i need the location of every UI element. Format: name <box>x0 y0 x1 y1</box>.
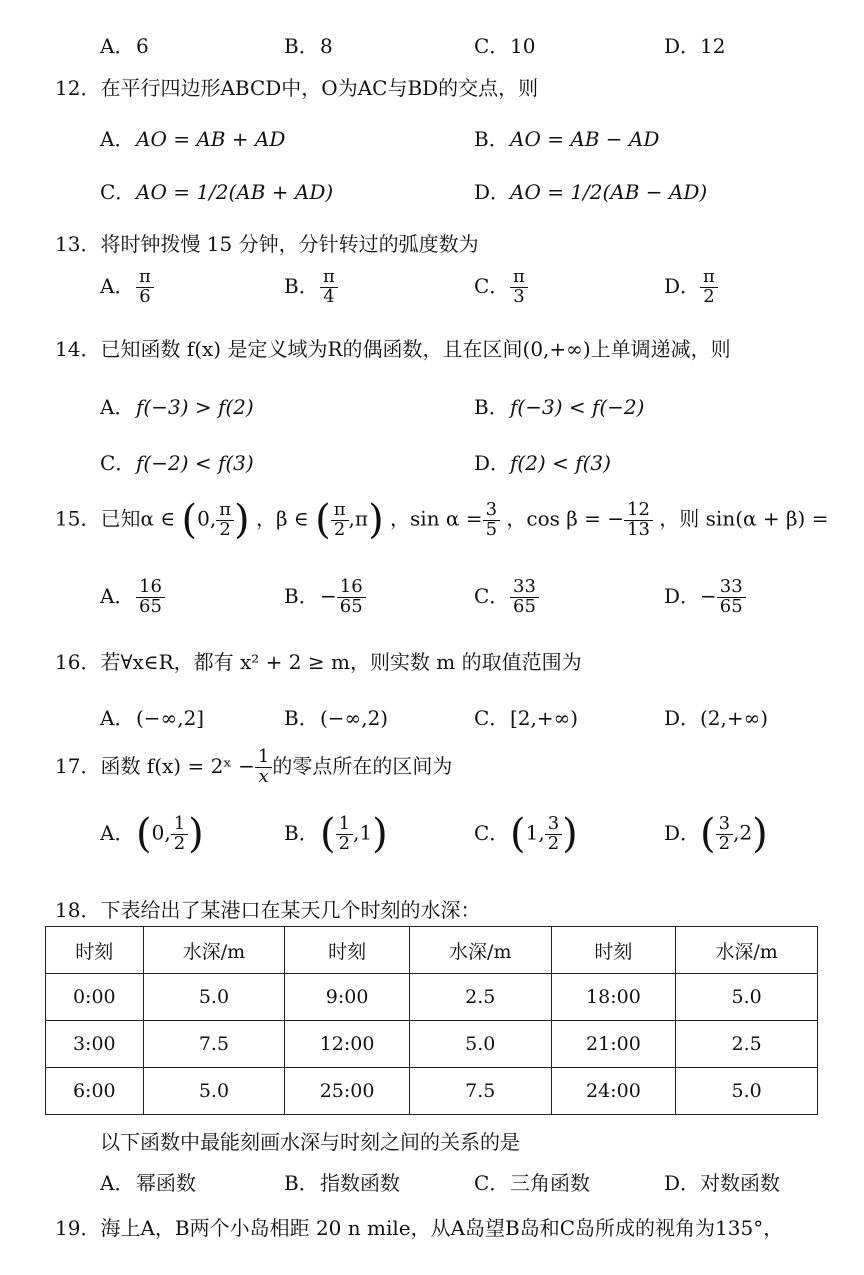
q16-option-d: D．(2,+∞) <box>664 706 769 730</box>
q15-option-c: C． $\frac{33}{65}$ <box>474 578 539 617</box>
q11-option-c: C．10 <box>474 34 536 58</box>
q18-sub-question: 以下函数中最能刻画水深与时刻之间的关系的是 <box>100 1130 520 1154</box>
q12-option-b: B．AO = AB − AD <box>474 127 660 151</box>
table-cell: 5.0 <box>676 974 818 1021</box>
q19-stem: 19．海上A，B两个小岛相距 20 n mile，从A岛望B岛和C岛所成的视角为135°， <box>55 1216 784 1240</box>
q16-option-a: A．(−∞,2] <box>100 706 205 730</box>
q14-option-b: B．f(−3) < f(−2) <box>474 395 645 419</box>
q16-stem: 16．若∀x∈R，都有 x² + 2 ≥ m，则实数 m 的取值范围为 <box>55 650 582 674</box>
table-row <box>46 974 818 1021</box>
q16-option-b: B．(−∞,2) <box>284 706 389 730</box>
q13-stem: 13．将时钟拨慢 15 分钟，分针转过的弧度数为 <box>55 232 479 256</box>
table-header-cell: 时刻 <box>285 927 410 974</box>
q12-option-a: A．AO = AB + AD <box>100 127 286 151</box>
q18-option-d: D．对数函数 <box>664 1171 780 1195</box>
q18-option-c: C．三角函数 <box>474 1171 590 1195</box>
q14-stem: 14．已知函数 f(x) 是定义域为R的偶函数，且在区间(0,+∞)上单调递减，则 <box>55 337 731 361</box>
table-cell: 5.0 <box>676 1068 818 1115</box>
q12-stem: 12．在平行四边形ABCD中，O为AC与BD的交点，则 <box>55 76 539 100</box>
q15-stem: 15．已知α ∈ (0, $\frac{\pi}{2}$ ) ，β ∈ ( $\frac{\pi}{2}$ ,π) ，sin α = $\frac{3}{5}$ ，cos β = − $\frac{12}{13}$ ，则 sin(α + β) = <box>55 497 829 543</box>
q12-option-c: C．AO = 1/2(AB + AD) <box>100 180 334 204</box>
q12-option-d: D．AO = 1/2(AB − AD) <box>474 180 708 204</box>
table-row <box>46 1068 818 1115</box>
q11-option-b: B．8 <box>284 34 333 58</box>
q11-option-d: D．12 <box>664 34 726 58</box>
q17-option-c: C．(1, $\frac{3}{2}$ ) <box>474 811 578 857</box>
q16-option-c: C．[2,+∞) <box>474 706 579 730</box>
table-cell: 0:00 <box>46 974 144 1021</box>
table-cell: 2.5 <box>409 974 551 1021</box>
table-cell: 25:00 <box>285 1068 410 1115</box>
q17-stem: 17．函数 f(x) = 2ˣ − $\frac{1}{x}$ 的零点所在的区间为 <box>55 746 453 787</box>
table-header-cell: 水深/m <box>409 927 551 974</box>
q13-option-d: D． $\frac{\pi}{2}$ <box>664 268 718 307</box>
vector-expression: AO = 1/2(AB + AD) <box>136 180 334 204</box>
q14-option-d: D．f(2) < f(3) <box>474 451 611 475</box>
table-cell: 18:00 <box>551 974 676 1021</box>
q13-option-c: C． $\frac{\pi}{3}$ <box>474 268 528 307</box>
q17-option-a: A．(0, $\frac{1}{2}$ ) <box>100 811 204 857</box>
table-cell: 5.0 <box>409 1021 551 1068</box>
table-header-cell: 水深/m <box>676 927 818 974</box>
vector-expression: AO = AB + AD <box>136 127 286 151</box>
q15-option-b: B．− $\frac{16}{65}$ <box>284 578 366 617</box>
table-cell: 2.5 <box>676 1021 818 1068</box>
q18-option-a: A．幂函数 <box>100 1171 196 1195</box>
q17-option-b: B．( $\frac{1}{2}$ ,1) <box>284 811 388 857</box>
q18-stem: 18．下表给出了某港口在某天几个时刻的水深： <box>55 898 481 922</box>
table-cell: 5.0 <box>143 974 285 1021</box>
table-cell: 3:00 <box>46 1021 144 1068</box>
q14-option-a: A．f(−3) > f(2) <box>100 395 254 419</box>
table-cell: 7.5 <box>143 1021 285 1068</box>
q17-option-d: D．( $\frac{3}{2}$ ,2) <box>664 811 768 857</box>
table-header-cell: 时刻 <box>551 927 676 974</box>
table-cell: 6:00 <box>46 1068 144 1115</box>
table-cell: 12:00 <box>285 1021 410 1068</box>
table-header-cell: 时刻 <box>46 927 144 974</box>
q13-option-a: A． $\frac{\pi}{6}$ <box>100 268 154 307</box>
table-cell: 7.5 <box>409 1068 551 1115</box>
q13-option-b: B． $\frac{\pi}{4}$ <box>284 268 338 307</box>
q15-option-a: A． $\frac{16}{65}$ <box>100 578 165 617</box>
table-header-row <box>46 927 818 974</box>
q11-option-a: A．6 <box>100 34 149 58</box>
q15-option-d: D．− $\frac{33}{65}$ <box>664 578 746 617</box>
table-cell: 9:00 <box>285 974 410 1021</box>
table-cell: 5.0 <box>143 1068 285 1115</box>
table-cell: 21:00 <box>551 1021 676 1068</box>
vector-expression: AO = 1/2(AB − AD) <box>510 180 708 204</box>
table-row <box>46 1021 818 1068</box>
table-cell: 24:00 <box>551 1068 676 1115</box>
q18-option-b: B．指数函数 <box>284 1171 400 1195</box>
vector-expression: AO = AB − AD <box>510 127 660 151</box>
q14-option-c: C．f(−2) < f(3) <box>100 451 254 475</box>
water-depth-table <box>45 926 818 1115</box>
table-header-cell: 水深/m <box>143 927 285 974</box>
